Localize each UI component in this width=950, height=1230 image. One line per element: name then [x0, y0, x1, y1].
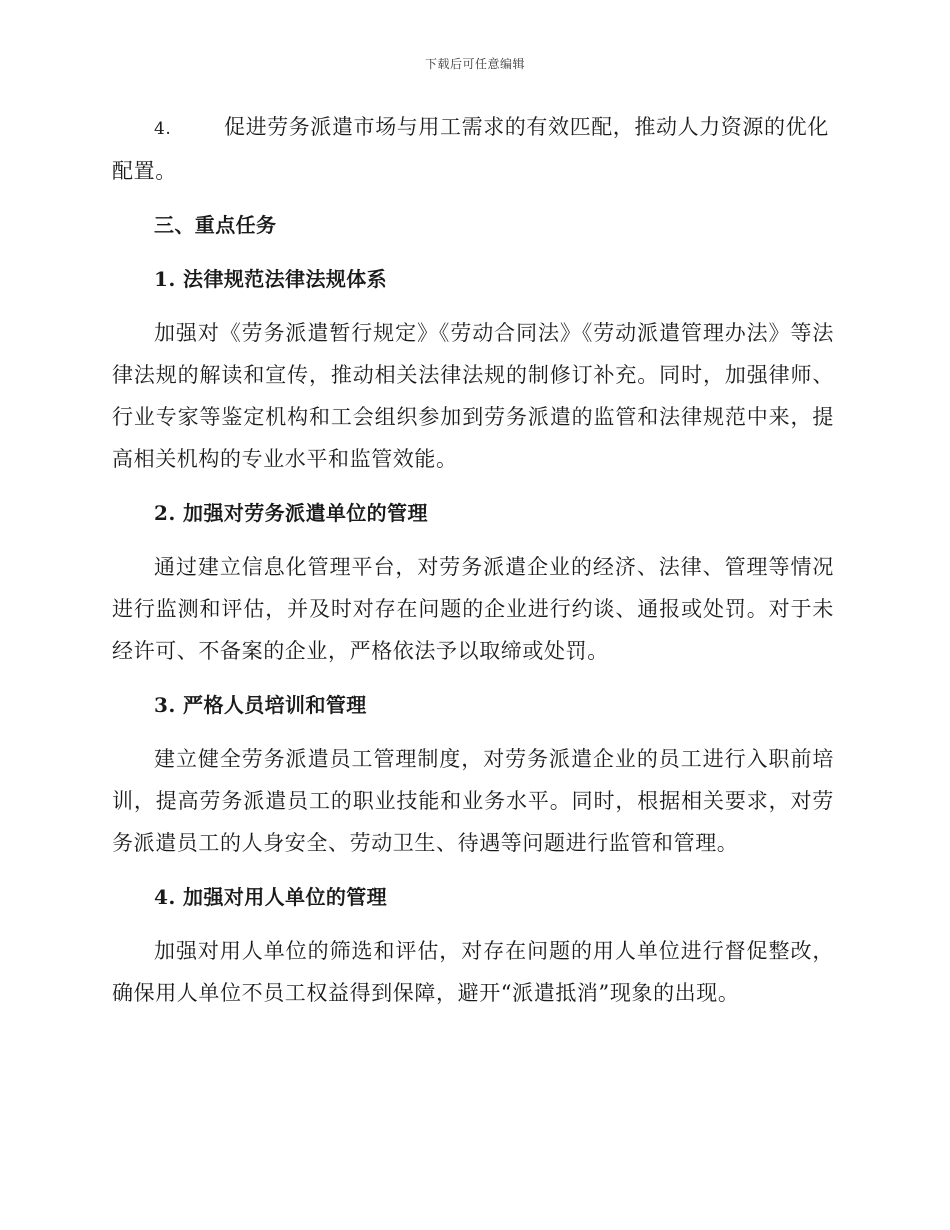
task-body-2: 通过建立信息化管理平台，对劳务派遣企业的经济、法律、管理等情况进行监测和评估，并及时对存在问题的企业进行约谈、通报或处罚。对于未经许可、不备案的企业，严格依法予以取缔或处罚。 — [112, 555, 834, 663]
task-heading-2: 2. 加强对劳务派遣单位的管理 — [154, 501, 428, 525]
task-heading-4: 4. 加强对用人单位的管理 — [154, 885, 388, 909]
page-header: 下载后可任意编辑 — [424, 57, 525, 71]
list-item-text: 促进劳务派遣市场与用工需求的有效匹配，推动人力资源的优化配置。 — [112, 115, 829, 183]
list-item-number: 4. — [154, 119, 172, 139]
section-title: 三、重点任务 — [154, 213, 277, 237]
task-body-4: 加强对用人单位的筛选和评估，对存在问题的用人单位进行督促整改，确保用人单位不员工权益得到保障，避开“派遣抵消”现象的出现。 — [112, 939, 834, 1005]
document-body — [112, 106, 834, 1026]
task-body-3: 建立健全劳务派遣员工管理制度，对劳务派遣企业的员工进行入职前培训，提高劳务派遣员工的职业技能和业务水平。同时，根据相关要求，对劳务派遣员工的人身安全、劳动卫生、待遇等问题进行监管和管理。 — [112, 747, 834, 855]
task-body-1: 加强对《劳务派遣暂行规定》《劳动合同法》《劳动派遣管理办法》等法律法规的解读和宣传，推动相关法律法规的制修订补充。同时，加强律师、行业专家等鉴定机构和工会组织参加到劳务派遣的监管和法律规范中来，提高相关机构的专业水平和监管效能。 — [112, 321, 834, 471]
task-heading-1: 1. 法律规范法律法规体系 — [154, 267, 388, 291]
intro-list-item — [112, 106, 834, 192]
task-heading-3: 3. 严格人员培训和管理 — [154, 693, 367, 717]
